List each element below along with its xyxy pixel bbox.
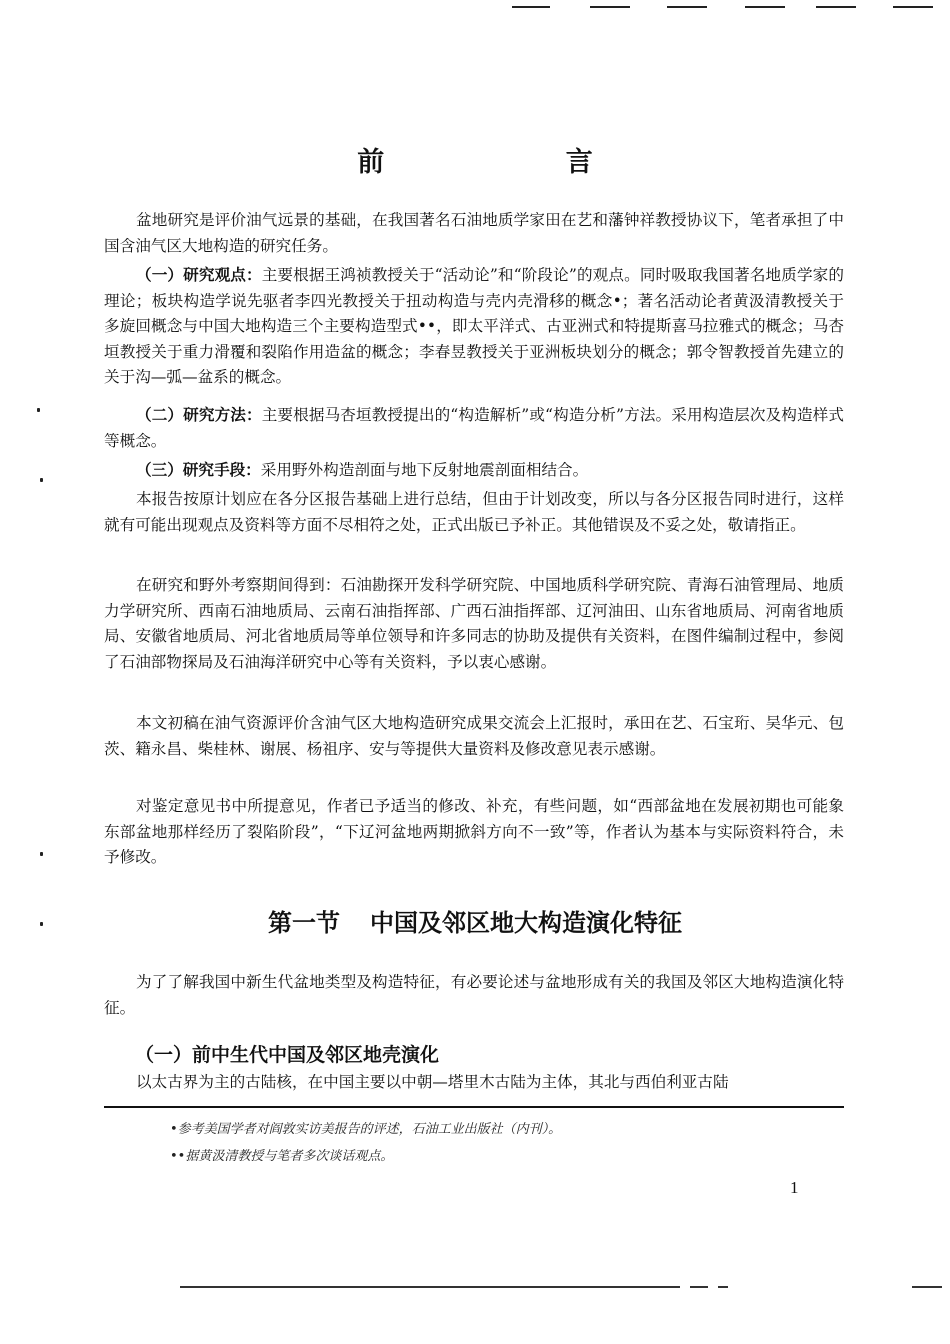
preface-paragraph-4 <box>104 458 844 484</box>
section-title: 中国及邻区地大构造演化特征 <box>370 909 682 937</box>
bottom-scan-rule <box>912 1286 942 1288</box>
section-intro-paragraph: 为了了解我国中新生代盆地类型及构造特征，有必要论述与盆地形成有关的我国及邻区大地构造演化特征。 <box>104 973 844 1017</box>
top-scan-rule <box>893 6 933 8</box>
footnote-divider <box>104 1106 844 1108</box>
scan-speck <box>40 922 43 926</box>
page-number: 1 <box>790 1178 799 1197</box>
page-title: 前 言 <box>357 147 679 178</box>
top-scan-rule <box>816 6 856 8</box>
top-scan-rule <box>590 6 630 8</box>
research-viewpoint-text: 主要根据王鸿祯教授关于“活动论”和“阶段论”的观点。同时吸取我国著名地质学家的理论；板块构造学说先驱者李四光教授关于扭动构造与壳内壳滑移的概念•；著名活动论者黄汲清教授关于多旋回概念与中国大地构造三个主要构造型式••，即太平洋式、古亚洲式和特提斯喜马拉雅式的概念；马杏垣教授关于重力滑覆和裂陷作用造盆的概念；李春昱教授关于亚洲板块划分的概念；郭令智教授首先建立的关于沟—弧—盆系的概念。 <box>104 266 844 387</box>
scan-speck <box>37 408 40 412</box>
research-method-text: 主要根据马杏垣教授提出的“构造解析”或“构造分析”方法。采用构造层次及构造样式等概念。 <box>104 406 844 450</box>
bottom-scan-rule <box>180 1286 680 1288</box>
research-method-label: （二）研究方法： <box>136 406 262 424</box>
preface-paragraph-8: 对鉴定意见书中所提意见，作者已予适当的修改、补充，有些问题，如“西部盆地在发展初期也可能象东部盆地那样经历了裂陷阶段”，“下辽河盆地两期掀斜方向不一致”等，作者认为基本与实际资料符合，未予修改。 <box>104 797 844 867</box>
preface-paragraph-2 <box>104 263 844 391</box>
preface-paragraph-3 <box>104 403 844 454</box>
research-means-label: （三）研究手段： <box>136 461 261 479</box>
research-means-text: 采用野外构造剖面与地下反射地震剖面相结合。 <box>260 461 589 479</box>
subsection-heading: （一）前中生代中国及邻区地壳演化 <box>135 1044 440 1066</box>
preface-paragraph-1: 盆地研究是评价油气远景的基础，在我国著名石油地质学家田在艺和藩钟祥教授协议下，笔者承担了中国含油气区大地构造的研究任务。 <box>104 211 844 255</box>
section-heading <box>0 903 950 938</box>
top-scan-rule <box>667 6 707 8</box>
preface-paragraph-5: 本报告按原计划应在各分区报告基础上进行总结，但由于计划改变，所以与各分区报告同时进行，这样就有可能出现观点及资料等方面不尽相符之处，正式出版已予补正。其他错误及不妥之处，敬请指正。 <box>104 490 844 534</box>
bottom-scan-rule <box>690 1286 708 1288</box>
top-scan-rule <box>512 6 550 8</box>
bottom-scan-rule <box>718 1286 728 1288</box>
footnote-2: ••据黄汲清教授与笔者多次谈话观点。 <box>170 1149 394 1164</box>
top-scan-rule <box>745 6 785 8</box>
scan-speck <box>40 852 43 856</box>
research-viewpoint-label: （一）研究观点： <box>136 266 262 284</box>
subsection-paragraph: 以太古界为主的古陆核，在中国主要以中朝—塔里木古陆为主体，其北与西伯利亚古陆 <box>136 1073 729 1091</box>
preface-paragraph-6: 在研究和野外考察期间得到：石油勘探开发科学研究院、中国地质科学研究院、青海石油管理局、地质力学研究所、西南石油地质局、云南石油指挥部、广西石油指挥部、辽河油田、山东省地质局、河南省地质局、安徽省地质局、河北省地质局等单位领导和许多同志的协助及提供有关资料，在图件编制过程中，参阅了石油部物探局及石油海洋研究中心等有关资料，予以衷心感谢。 <box>104 576 844 671</box>
preface-paragraph-7: 本文初稿在油气资源评价含油气区大地构造研究成果交流会上汇报时，承田在艺、石宝珩、吴华元、包茨、籍永昌、柴桂林、谢展、杨祖序、安与等提供大量资料及修改意见表示感谢。 <box>104 714 844 758</box>
scan-speck <box>40 478 43 482</box>
footnote-1: •参考美国学者对阎敦实访美报告的评述，石油工业出版社（内刊）。 <box>170 1122 562 1137</box>
section-number: 第一节 <box>268 909 340 937</box>
